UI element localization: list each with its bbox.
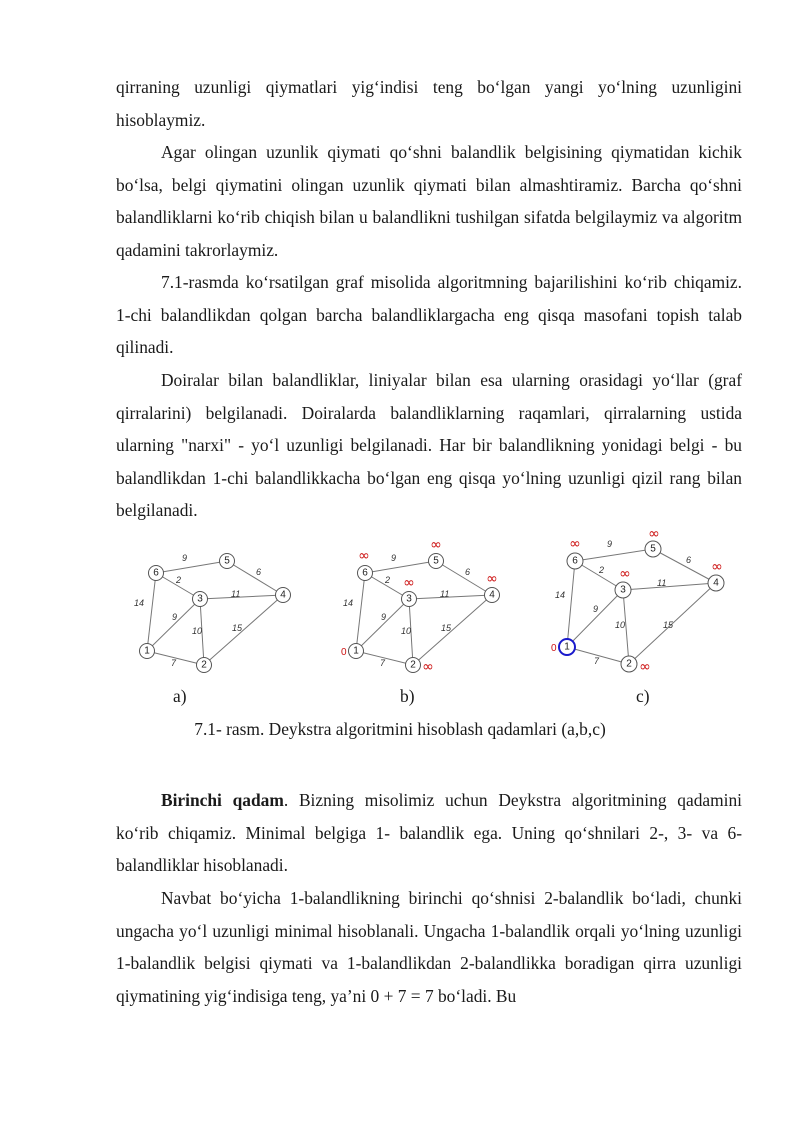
svg-text:2: 2 xyxy=(201,659,207,671)
svg-text:∞: ∞ xyxy=(711,559,723,575)
svg-text:∞: ∞ xyxy=(486,571,498,587)
svg-text:5: 5 xyxy=(650,543,656,555)
svg-text:∞: ∞ xyxy=(358,548,370,564)
graph-c xyxy=(549,526,749,680)
graph-a xyxy=(130,540,330,680)
svg-text:9: 9 xyxy=(381,612,387,622)
svg-text:6: 6 xyxy=(572,555,578,567)
svg-text:1: 1 xyxy=(353,645,359,657)
svg-text:0: 0 xyxy=(341,647,347,658)
svg-text:6: 6 xyxy=(465,567,471,577)
svg-text:2: 2 xyxy=(176,575,182,585)
svg-text:6: 6 xyxy=(686,555,692,565)
svg-text:∞: ∞ xyxy=(403,575,415,591)
svg-text:6: 6 xyxy=(256,567,262,577)
svg-text:∞: ∞ xyxy=(648,526,660,542)
svg-text:2: 2 xyxy=(626,658,632,670)
svg-text:10: 10 xyxy=(401,626,412,636)
paragraph-4: Doiralar bilan balandliklar, liniyalar bilan esa ularning orasidagi yo‘llar (graf qirralarini) belgilanadi. Doiralarda balandliklarning raqamlari, qirralarning ustida ularning "narxi" - yo‘l uzunligi belgilanadi. Har bir balandlikning yonidagi belgi - bu balandlikdan 1-chi balandlikkacha bo‘lgan eng qisqa yo‘lning uzunligi qizil rang bilan belgilanadi. xyxy=(116,370,742,520)
svg-text:∞: ∞ xyxy=(430,537,442,553)
svg-text:1: 1 xyxy=(564,641,570,653)
svg-text:4: 4 xyxy=(280,589,286,601)
svg-text:0: 0 xyxy=(551,643,557,654)
svg-text:6: 6 xyxy=(153,567,159,579)
svg-text:∞: ∞ xyxy=(422,659,434,675)
paragraph-5-text: . Bizning misolimiz uchun Deykstra algoritmining qadamini ko‘rib chiqamiz. Minimal belgiga 1- balandlik ega. Uning qo‘shnilari 2-, 3- va 6- balandliklar hisoblanadi. xyxy=(116,790,742,875)
step-heading: Birinchi qadam xyxy=(161,790,284,810)
svg-text:3: 3 xyxy=(197,593,203,605)
paragraph-6: Navbat bo‘yicha 1-balandlikning birinchi qo‘shnisi 2-balandlik bo‘ladi, chunki ungacha yo‘l uzunligi minimal hisoblanali. Ungacha 1-balandlik orqali yo‘lning uzunligi 1-balandlik belgisi qiymati va 1-balandlikdan 2-balandlikka boradigan qirra uzunligi qiymatining yig‘indisiga teng, ya’ni 0 + 7 = 7 bo‘ladi. Bu xyxy=(116,888,742,1006)
svg-text:5: 5 xyxy=(224,555,230,567)
svg-text:14: 14 xyxy=(555,590,566,600)
paragraph-1: qirraning uzunligi qiymatlari yig‘indisi teng bo‘lgan yangi yo‘lning uzunligini hisoblaymiz. xyxy=(116,77,742,130)
svg-text:∞: ∞ xyxy=(639,659,651,675)
svg-text:2: 2 xyxy=(385,575,391,585)
svg-text:3: 3 xyxy=(620,584,626,596)
svg-text:11: 11 xyxy=(440,589,450,599)
svg-text:11: 11 xyxy=(231,589,241,599)
svg-text:5: 5 xyxy=(433,555,439,567)
paragraph-5 xyxy=(116,784,742,882)
svg-text:1: 1 xyxy=(144,645,150,657)
figure-label-c: c) xyxy=(636,686,650,706)
svg-text:∞: ∞ xyxy=(569,536,581,552)
svg-text:7: 7 xyxy=(380,658,386,668)
svg-text:9: 9 xyxy=(607,539,613,549)
svg-text:9: 9 xyxy=(182,553,188,563)
svg-text:∞: ∞ xyxy=(619,566,631,582)
svg-text:2: 2 xyxy=(410,659,416,671)
svg-text:9: 9 xyxy=(593,604,599,614)
svg-text:7: 7 xyxy=(594,656,600,666)
svg-text:7: 7 xyxy=(171,658,177,668)
svg-text:9: 9 xyxy=(391,553,397,563)
svg-text:6: 6 xyxy=(362,567,368,579)
svg-text:10: 10 xyxy=(192,626,203,636)
svg-text:4: 4 xyxy=(713,577,719,589)
svg-text:2: 2 xyxy=(599,565,605,575)
paragraph-3: 7.1-rasmda ko‘rsatilgan graf misolida algoritmning bajarilishini ko‘rib chiqamiz. 1-chi balandlikdan qolgan barcha balandliklargacha eng qisqa masofani topish talab qilinadi. xyxy=(116,272,742,357)
svg-text:4: 4 xyxy=(489,589,495,601)
figure-label-b: b) xyxy=(400,686,415,706)
svg-text:15: 15 xyxy=(232,623,243,633)
figure-caption: 7.1- rasm. Deykstra algoritmini hisoblash qadamlari (a,b,c) xyxy=(194,719,606,739)
figure-graphs xyxy=(0,526,800,675)
figure-label-a: a) xyxy=(173,686,187,706)
svg-text:3: 3 xyxy=(406,593,412,605)
svg-text:10: 10 xyxy=(615,620,626,630)
svg-text:15: 15 xyxy=(441,623,452,633)
paragraph-2: Agar olingan uzunlik qiymati qo‘shni balandlik belgisining qiymatidan kichik bo‘lsa, belgi qiymatini olingan uzunlik qiymati bilan almashtiramiz. Barcha qo‘shni balandliklarni ko‘rib chiqish bilan u balandlikni tushilgan sifatda belgilaymiz va algoritm qadamini takrorlaymiz. xyxy=(116,142,742,260)
svg-text:14: 14 xyxy=(134,598,145,608)
svg-text:11: 11 xyxy=(657,578,667,588)
graph-b xyxy=(339,537,539,680)
svg-text:15: 15 xyxy=(663,620,674,630)
svg-text:14: 14 xyxy=(343,598,354,608)
svg-text:9: 9 xyxy=(172,612,178,622)
